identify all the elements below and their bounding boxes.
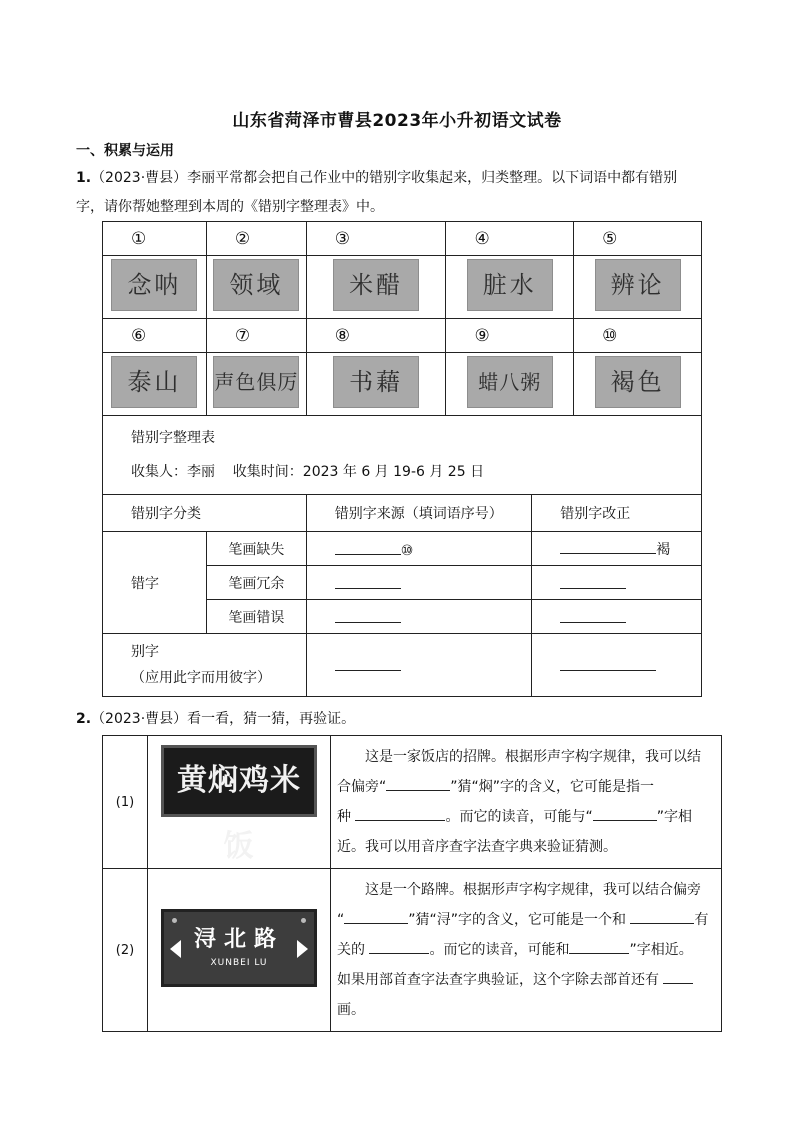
item-number: ③: [306, 222, 446, 256]
q1-number: 1.: [76, 170, 92, 186]
handwriting-image: 米醋: [333, 259, 419, 311]
road-name: 浔北路: [193, 927, 284, 952]
text-span: ”猜“浔”字的含义，它可能是一个和: [408, 912, 627, 928]
text-span: 关的: [337, 942, 365, 958]
text-span: 合偏旁“: [337, 779, 387, 795]
cuozi-label: 错字: [103, 532, 207, 634]
text-span: 如果用部首查字法查字典验证，这个字除去部首还有: [337, 972, 659, 988]
sign-cell: [148, 736, 331, 869]
biezi-note: （应用此字而用彼字）: [131, 670, 271, 686]
question-2: [76, 708, 355, 728]
handwriting-image: 念呐: [111, 259, 197, 311]
answer-blank[interactable]: [386, 775, 450, 791]
typo-table: [102, 221, 702, 697]
sub-question-label: (1): [103, 736, 148, 869]
text-span: 有: [694, 912, 709, 928]
correct-answer-cell[interactable]: [532, 634, 702, 697]
answer-blank[interactable]: [569, 938, 629, 954]
text-span: 。而它的读音，可能和: [429, 942, 570, 958]
correct-fill: 褐: [656, 542, 671, 558]
q2-number: 2.: [76, 711, 92, 727]
item-number: ⑥: [103, 319, 207, 353]
collector-line: 收集人：李丽 收集时间：2023 年 6 月 19-6 月 25 日: [131, 464, 485, 480]
text-line: 画。: [337, 1002, 365, 1018]
handwriting-image: 书藉: [333, 356, 419, 408]
text-line: [337, 802, 715, 832]
text-line: [337, 965, 715, 995]
text-span: ”字相近。: [629, 942, 693, 958]
item-number: ⑩: [574, 319, 702, 353]
header-correct: 错别字改正: [532, 495, 702, 532]
table-info: [103, 416, 702, 495]
road-sign-image: [161, 909, 317, 987]
sub-question-label: (2): [103, 869, 148, 1032]
handwriting-image: 辨论: [595, 259, 681, 311]
text-line: 这是一家饭店的招牌。根据形声字构字规律，我可以结: [365, 749, 701, 765]
biezi-cell: [103, 634, 307, 697]
biezi-label: 别字: [131, 644, 159, 660]
answer-blank[interactable]: [630, 908, 694, 924]
item-number: ①: [103, 222, 207, 256]
sub-question-text: [331, 869, 722, 1032]
text-span: ”猜“焖”字的含义，它可能是指一: [450, 779, 655, 795]
table-title: 错别字整理表: [131, 430, 215, 446]
section-heading: 一、积累与运用: [76, 143, 174, 159]
handwriting-image: 蜡八粥: [467, 356, 553, 408]
text-span: ”字相: [656, 809, 692, 825]
text-span: “: [337, 912, 345, 928]
text-line: [337, 772, 715, 802]
sign-cell: [148, 869, 331, 1032]
answer-blank[interactable]: [344, 908, 408, 924]
sub-row-label: 笔画冗余: [206, 566, 306, 600]
road-pinyin: XUNBEI LU: [210, 958, 268, 968]
source-answer-cell[interactable]: [306, 532, 531, 566]
text-line: [337, 935, 715, 965]
answer-blank[interactable]: [663, 968, 693, 984]
handwriting-image: 领域: [213, 259, 299, 311]
handwriting-image: 褐色: [595, 356, 681, 408]
source-answer-cell[interactable]: [306, 634, 531, 697]
source-answer-cell[interactable]: [306, 566, 531, 600]
correct-answer-cell[interactable]: [532, 566, 702, 600]
sub-question-text: [331, 736, 722, 869]
item-number: ⑦: [206, 319, 306, 353]
handwriting-image: 声色俱厉: [213, 356, 299, 408]
q2-text: 看一看，猜一猜，再验证。: [187, 711, 356, 727]
item-number: ⑤: [574, 222, 702, 256]
source-fill: ⑩: [400, 542, 414, 559]
correct-answer-cell[interactable]: [532, 600, 702, 634]
text-line: 近。我可以用音序查字法查字典来验证猜测。: [337, 839, 617, 855]
q1-text-line1: 李丽平常都会把自己作业中的错别字收集起来，归类整理。以下词语中都有错别: [187, 170, 678, 186]
q1-source: （2023·曹县）: [91, 170, 188, 186]
text-span: 。而它的读音，可能与“: [445, 809, 593, 825]
answer-blank[interactable]: [369, 938, 429, 954]
item-number: ⑨: [446, 319, 574, 353]
text-line: 这是一个路牌。根据形声字构字规律，我可以结合偏旁: [365, 882, 701, 898]
item-number: ②: [206, 222, 306, 256]
q2-source: （2023·曹县）: [91, 711, 188, 727]
question-1: [76, 164, 716, 222]
guess-table: [102, 735, 722, 1032]
text-span: 种: [337, 809, 351, 825]
text-line: [337, 905, 715, 935]
correct-answer-cell[interactable]: [532, 532, 702, 566]
page-title: 山东省菏泽市曹县2023年小升初语文试卷: [232, 111, 562, 131]
sub-row-label: 笔画错误: [206, 600, 306, 634]
restaurant-sign-image: 黄焖鸡米饭: [161, 745, 317, 817]
item-number: ④: [446, 222, 574, 256]
header-category: 错别字分类: [103, 495, 307, 532]
item-number: ⑧: [306, 319, 446, 353]
handwriting-image: 泰山: [111, 356, 197, 408]
answer-blank[interactable]: [593, 805, 657, 821]
handwriting-image: 脏水: [467, 259, 553, 311]
sub-row-label: 笔画缺失: [206, 532, 306, 566]
answer-blank[interactable]: [355, 805, 445, 821]
header-source: 错别字来源（填词语序号）: [306, 495, 531, 532]
source-answer-cell[interactable]: [306, 600, 531, 634]
q1-text-line2: 字，请你帮她整理到本周的《错别字整理表》中。: [76, 199, 384, 215]
